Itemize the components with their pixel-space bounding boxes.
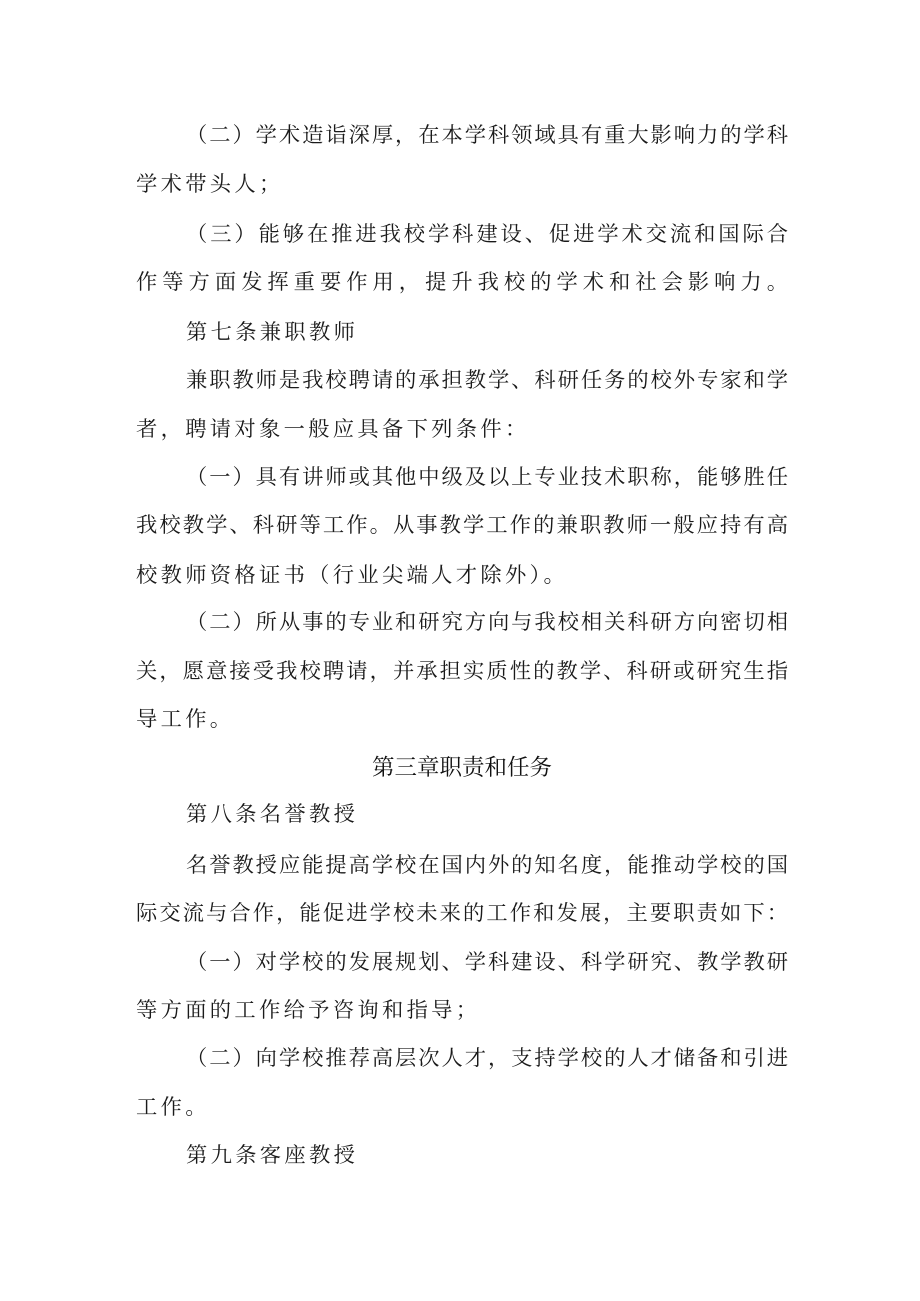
article-heading: 第七条兼职教师 [186,320,359,345]
article-heading: 第八条名誉教授 [186,802,359,827]
paragraph-line: 等方面的工作给予咨询和指导； [136,998,481,1023]
paragraph-line: （二）向学校推荐高层次人才，支持学校的人才储备和引进 [186,1046,788,1071]
article-heading: 第九条客座教授 [186,1143,359,1168]
paragraph-line: （三）能够在推进我校学科建设、促进学术交流和国际合 [186,222,788,247]
paragraph-line: 我校教学、科研等工作。从事教学工作的兼职教师一般应持有高 [136,513,788,538]
paragraph-line: （二）所从事的专业和研究方向与我校相关科研方向密切相 [186,610,788,635]
paragraph-line: 校教师资格证书（行业尖端人才除外）。 [136,563,569,588]
paragraph-line: 者，聘请对象一般应具备下列条件： [136,417,530,442]
paragraph-line: （一）对学校的发展规划、学科建设、科学研究、教学教研 [186,950,788,975]
paragraph-line: 关，愿意接受我校聘请，并承担实质性的教学、科研或研究生指 [136,659,788,684]
paragraph-line: 学术带头人； [136,172,284,197]
paragraph-line: 兼职教师是我校聘请的承担教学、科研任务的校外专家和学 [186,368,788,393]
paragraph-line: 名誉教授应能提高学校在国内外的知名度，能推动学校的国 [186,853,788,878]
paragraph-line: 导工作。 [136,707,235,732]
chapter-title: 第三章职责和任务 [371,755,552,781]
paragraph-line: 际交流与合作，能促进学校未来的工作和发展，主要职责如下： [136,901,788,926]
paragraph-line: 作等方面发挥重要作用，提升我校的学术和社会影响力。 [136,270,788,295]
paragraph-line: （一）具有讲师或其他中级及以上专业技术职称，能够胜任 [186,465,788,490]
paragraph-line: （二）学术造诣深厚，在本学科领域具有重大影响力的学科 [186,123,788,148]
paragraph-line: 工作。 [136,1095,210,1120]
